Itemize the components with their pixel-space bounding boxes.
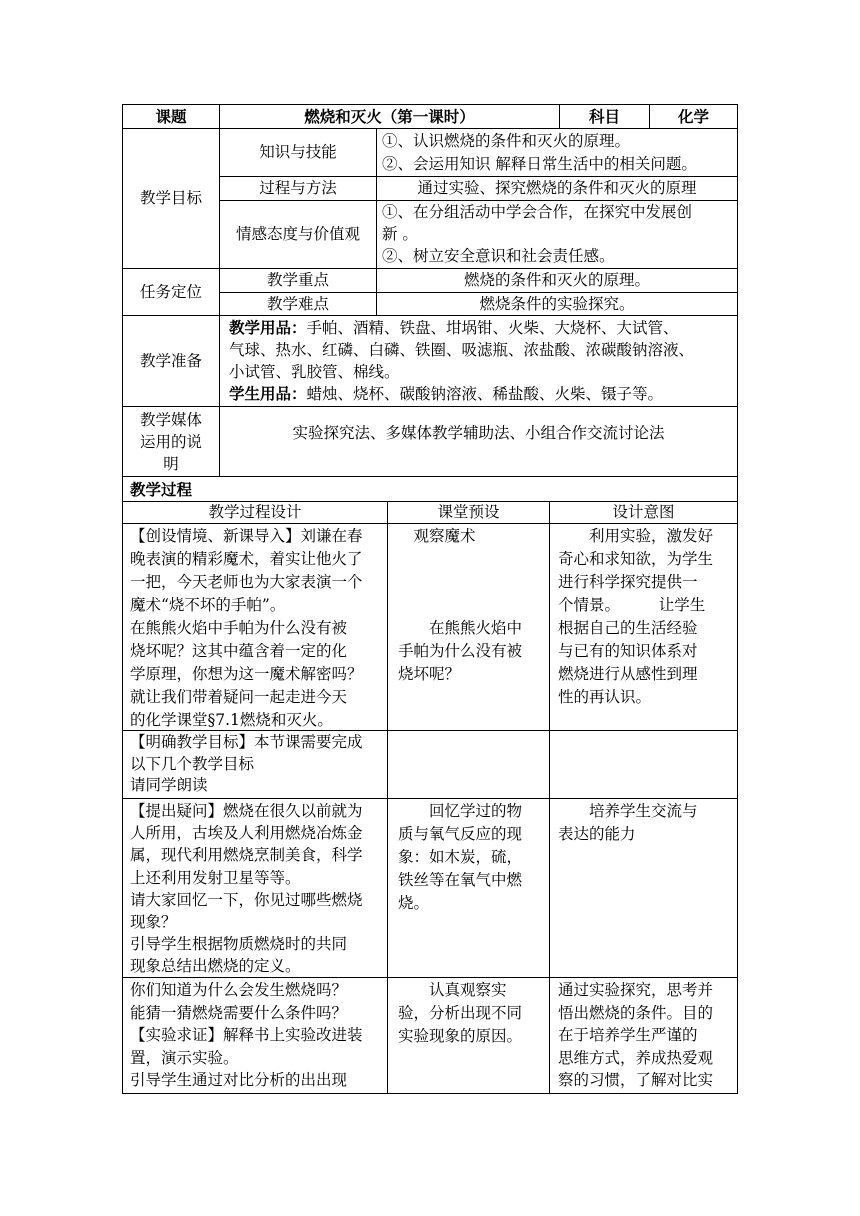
table-row-intent: [558, 800, 737, 977]
difficulty-label: 教学难点: [266, 294, 329, 313]
preset-line: 铁丝等在氧气中燃: [398, 871, 523, 889]
preset-line: 认真观察实: [398, 981, 507, 999]
emotion-line: ②、树立安全意识和社会责任感。: [382, 247, 615, 265]
design-line: 你们知道为什么会发生燃烧吗？: [130, 981, 348, 999]
knowledge-line: ①、认识燃烧的条件和灭火的原理。: [382, 132, 631, 150]
intent-line: 表达的能力: [558, 825, 636, 843]
media-label-line: 教学媒体: [139, 410, 202, 429]
table-row-intent: [558, 979, 737, 1093]
design-line: 能猜一猜燃烧需要什么条件吗？: [130, 1003, 348, 1022]
preset-line: 象：如木炭，硫，: [398, 848, 523, 866]
intent-line: 培养学生交流与: [558, 802, 698, 820]
col-header-intent: 设计意图: [612, 503, 675, 521]
table-row-preset: [398, 525, 549, 730]
process-method: 通过实验、探究燃烧的条件和灭火的原理: [417, 179, 697, 197]
teacher-supplies-line: 气球、热水、红磷、白磷、铁圈、吸滤瓶、浓盐酸、浓碳酸钠溶液、: [229, 341, 695, 359]
preset-line: 烧坏呢？: [398, 665, 461, 683]
intent-line: 奇心和求知欲，为学生: [558, 550, 714, 568]
preset-line: 回忆学过的物: [398, 802, 523, 820]
media-label-line: 明: [163, 454, 179, 473]
design-line: 就让我们带着疑问一起走进今天: [130, 688, 348, 706]
key-point-text: 燃烧的条件和灭火的原理。: [463, 271, 650, 289]
student-supplies-text: 蜡烛、烧杯、碳酸钠溶液、稀盐酸、火柴、镊子等。: [306, 385, 664, 403]
preset-line: 验，分析出现不同: [398, 1004, 523, 1022]
design-line: 现象总结出燃烧的定义。: [130, 957, 301, 976]
media-label: [123, 407, 219, 476]
intent-line: 性的再认识。: [558, 688, 652, 706]
intent-line: 燃烧进行从感性到理: [558, 665, 698, 683]
preset-line: [398, 571, 549, 594]
teacher-supplies-line: 小试管、乳胶管、棉线。: [229, 363, 400, 381]
teacher-supplies-heading: 教学用品：: [229, 318, 307, 337]
design-line: 现象？: [130, 913, 177, 932]
design-line: 学原理，你想为这一魔术解密吗？: [130, 665, 363, 683]
design-line: 晚表演的精彩魔术，着实让他火了: [130, 550, 363, 568]
topic-value: 燃烧和灭火（第一课时）: [304, 107, 475, 126]
emotion-label: 情感态度与价值观: [235, 225, 360, 243]
intent-line: 进行科学探究提供一: [558, 573, 698, 591]
design-line: 在熊熊火焰中手帕为什么没有被: [130, 619, 348, 637]
teacher-supplies-text: 手帕、酒精、铁盘、坩埚钳、火柴、大烧杯、大试管、: [306, 319, 679, 337]
design-line: 引导学生通过对比分析的出出现: [130, 1071, 348, 1089]
emotion-line: ①、在分组活动中学会合作，在探究中发展创: [382, 203, 693, 221]
student-supplies-line: [229, 383, 737, 405]
preset-line: [398, 594, 549, 617]
subject-label: 科目: [588, 107, 620, 126]
knowledge-label: 知识与技能: [259, 143, 337, 161]
design-line: 引导学生根据物质燃烧时的共同: [130, 935, 348, 954]
key-point-label: 教学重点: [266, 271, 329, 289]
intent-line: 与已有的知识体系对: [558, 642, 698, 660]
table-row-design: [130, 525, 387, 730]
design-line: 魔术“烧不坏的手帕”。: [130, 596, 286, 614]
preset-line: 质与氧气反应的现: [398, 825, 523, 843]
table-row-design: [130, 800, 387, 977]
intent-line: 个情景。 让学生: [558, 596, 706, 614]
table-border-right: [737, 104, 738, 1094]
process-label: 过程与方法: [259, 179, 337, 197]
preset-line: 烧。: [398, 894, 430, 912]
preset-line: 在熊熊火焰中: [398, 619, 523, 637]
preset-line: 手帕为什么没有被: [398, 642, 523, 660]
design-line: 一把，今天老师也为大家表演一个: [130, 573, 363, 591]
knowledge-line: ②、会运用知识 解释日常生活中的相关问题。: [382, 155, 697, 173]
intent-line: 根据自己的生活经验: [558, 619, 698, 637]
lesson-plan-table: [122, 104, 738, 1094]
col-divider: [549, 501, 550, 1094]
design-line: 请大家回忆一下，你见过哪些燃烧: [130, 890, 363, 909]
col-divider: [387, 501, 388, 1094]
intent-line: 察的习惯，了解对比实: [558, 1071, 714, 1089]
intent-line: 思维方式，养成热爱观: [558, 1048, 714, 1067]
difficulty-text: 燃烧条件的实验探究。: [479, 294, 635, 313]
media-text: 实验探究法、多媒体教学辅助法、小组合作交流讨论法: [292, 424, 665, 442]
emotion-line: 新 。: [382, 225, 418, 243]
table-row-preset: [398, 800, 549, 977]
process-section-title: 教学过程: [130, 479, 193, 499]
table-row-preset: [398, 979, 549, 1093]
intent-line: 在于培养学生严谨的: [558, 1026, 698, 1044]
table-row-design: [130, 732, 387, 798]
media-label-line: 运用的说: [139, 432, 202, 451]
design-line: 【实验求证】解释书上实验改进装: [130, 1026, 363, 1044]
design-line: 【提出疑问】燃烧在很久以前就为: [130, 802, 363, 820]
objectives-label: 教学目标: [139, 189, 202, 207]
intent-line: 利用实验，激发好: [558, 527, 714, 545]
teacher-supplies-line: [229, 317, 737, 339]
col-header-preset: 课堂预设: [437, 503, 500, 521]
intent-line: 通过实验探究，思考并: [558, 981, 714, 999]
preparation-label: 教学准备: [139, 351, 202, 370]
table-border-bottom: [122, 1093, 738, 1094]
design-line: 请同学朗读: [130, 776, 208, 794]
table-row-design: [130, 979, 387, 1093]
subject-value: 化学: [677, 107, 709, 126]
design-line: 【明确教学目标】本节课需要完成: [130, 733, 363, 751]
emotion-content: [382, 201, 737, 268]
design-line: 的化学课堂§7.1燃烧和灭火。: [130, 711, 333, 729]
row-divider: [122, 798, 738, 799]
design-line: 人所用，古埃及人利用燃烧冶炼金: [130, 824, 363, 843]
design-line: 烧坏呢？这其中蕴含着一定的化: [130, 642, 348, 660]
design-line: 属，现代利用燃烧烹制美食，科学: [130, 846, 363, 865]
positioning-label: 任务定位: [139, 282, 202, 301]
design-line: 上还利用发射卫星等等。: [130, 868, 301, 887]
design-line: 以下几个教学目标: [130, 754, 255, 773]
knowledge-content: [382, 129, 737, 176]
preset-line: 观察魔术: [398, 527, 476, 545]
col-header-design: 教学过程设计: [208, 503, 302, 521]
table-row-intent: [558, 525, 737, 730]
preset-line: 实验现象的原因。: [398, 1027, 523, 1045]
student-supplies-heading: 学生用品：: [229, 384, 307, 403]
design-line: 【创设情境、新课导入】刘谦在春: [130, 527, 363, 545]
preset-line: [398, 548, 549, 571]
intent-line: 悟出燃烧的条件。目的: [558, 1003, 714, 1022]
design-line: 置，演示实验。: [130, 1048, 239, 1067]
topic-label: 课题: [155, 107, 187, 126]
preparation-content: [229, 317, 737, 406]
